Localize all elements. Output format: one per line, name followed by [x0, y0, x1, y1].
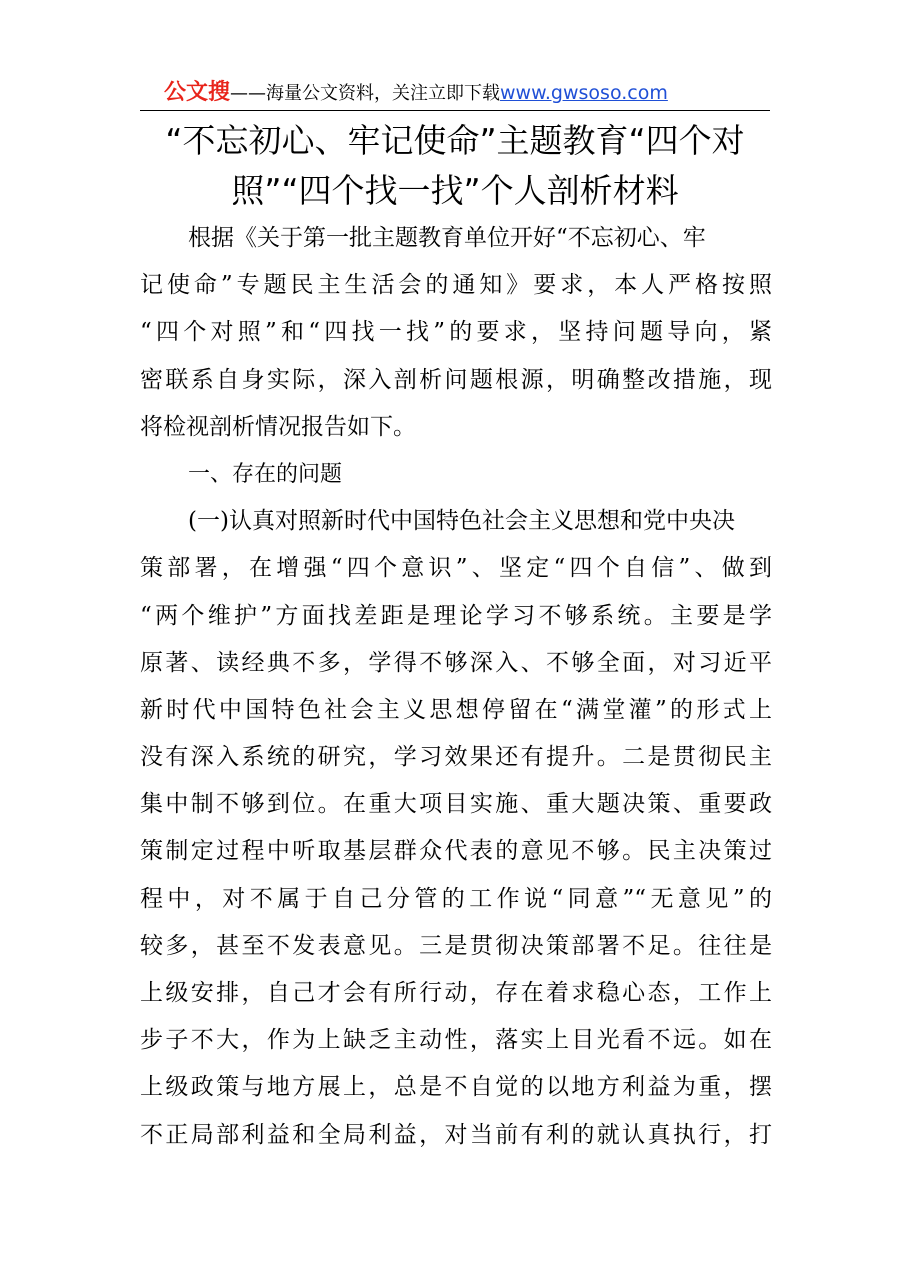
- paragraph-2-line: 集中制不够到位。在重大项目实施、重大题决策、重要政: [140, 791, 772, 818]
- paragraph-2-line: 没有深入系统的研究，学习效果还有提升。二是贯彻民主: [140, 744, 772, 771]
- paragraph-2-line: 策制定过程中听取基层群众代表的意见不够。民主决策过: [140, 838, 772, 865]
- document-title: [140, 116, 770, 216]
- paragraph-2-line: 不正局部利益和全局利益，对当前有利的就认真执行，打: [140, 1121, 772, 1148]
- paragraph-2-line: 策部署，在增强“四个意识”、坚定“四个自信”、做到: [140, 555, 772, 582]
- header-line: [164, 80, 668, 107]
- paragraph-1-line: 密联系自身实际，深入剖析问题根源，明确整改措施，现: [140, 366, 772, 393]
- paragraph-2-line: 上级政策与地方展上，总是不自觉的以地方利益为重，摆: [140, 1074, 772, 1101]
- title-line-1: “不忘初心、牢记使命”主题教育“四个对: [165, 121, 745, 160]
- paragraph-1-line: 根据《关于第一批主题教育单位开好“不忘初心、牢: [188, 225, 706, 251]
- section-heading: 一、存在的问题: [188, 461, 343, 487]
- paragraph-2-line: 较多，甚至不发表意见。三是贯彻决策部署不足。往往是: [140, 932, 772, 959]
- paragraph-1-line: 记使命”专题民主生活会的通知》要求，本人严格按照: [140, 272, 772, 299]
- paragraph-2-line: 程中，对不属于自己分管的工作说“同意”“无意见”的: [140, 885, 772, 912]
- paragraph-2-line: 步子不大，作为上缺乏主动性，落实上目光看不远。如在: [140, 1027, 772, 1054]
- paragraph-2-line: “两个维护”方面找差距是理论学习不够系统。主要是学: [140, 602, 772, 629]
- paragraph-2-line: 原著、读经典不多，学得不够深入、不够全面，对习近平: [140, 649, 772, 676]
- paragraph-2-line: 新时代中国特色社会主义思想停留在“满堂灌”的形式上: [140, 696, 772, 723]
- title-line-2: 照”“四个找一找”个人剖析材料: [231, 171, 679, 210]
- page-header: [140, 78, 770, 111]
- paragraph-1-line: 将检视剖析情况报告如下。: [140, 413, 416, 440]
- document-body: [140, 215, 772, 1159]
- paragraph-2-line: (一)认真对照新时代中国特色社会主义思想和党中央决: [188, 508, 735, 535]
- paragraph-2-line: 上级安排，自己才会有所行动，存在着求稳心态，工作上: [140, 980, 772, 1006]
- paragraph-1-line: “四个对照”和“四找一找”的要求，坚持问题导向，紧: [140, 319, 772, 346]
- brand-name: 公文搜: [164, 80, 231, 105]
- header-tagline: ——海量公文资料，关注立即下载: [230, 83, 501, 104]
- site-link[interactable]: www.gwsoso.com: [500, 82, 668, 104]
